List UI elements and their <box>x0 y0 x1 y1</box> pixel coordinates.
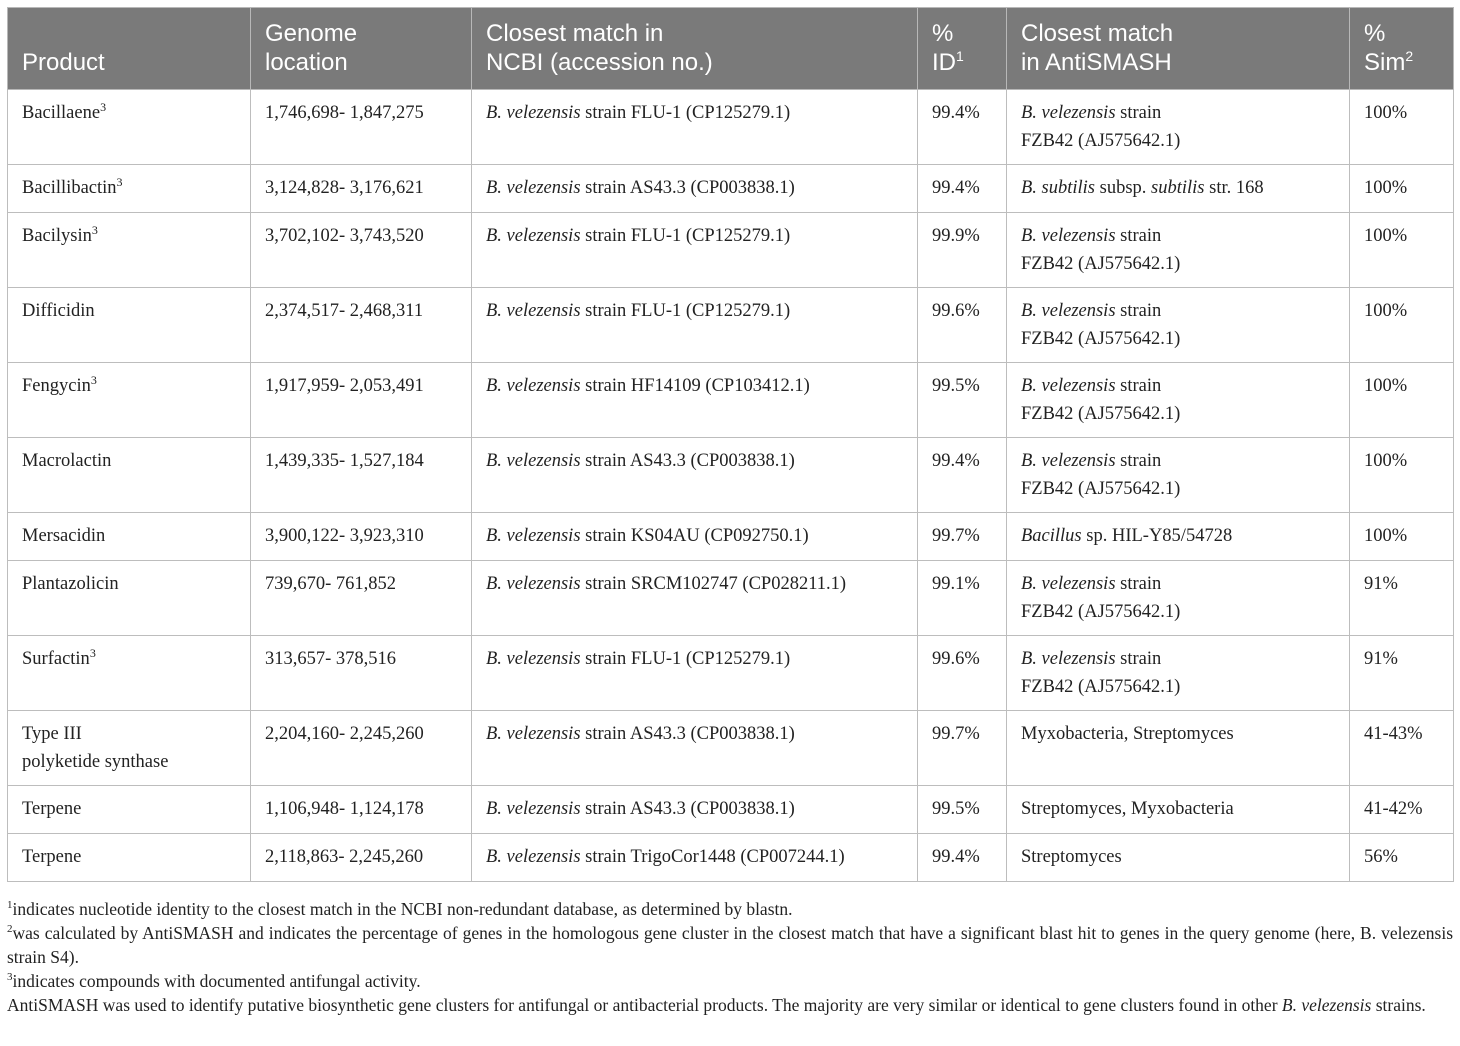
cell-ncbi: B. velezensis strain FLU-1 (CP125279.1) <box>472 636 918 711</box>
cell-product: Mersacidin <box>8 513 251 561</box>
table-row <box>8 288 1454 363</box>
cell-product: Plantazolicin <box>8 561 251 636</box>
cell-ncbi: B. velezensis strain AS43.3 (CP003838.1) <box>472 786 918 834</box>
cell-product: Difficidin <box>8 288 251 363</box>
cell-product: Type III polyketide synthase <box>8 711 251 786</box>
header-ncbi-match: Closest match in NCBI (accession no.) <box>472 8 918 90</box>
cell-antismash: B. velezensis strain FZB42 (AJ575642.1) <box>1007 561 1350 636</box>
cell-ncbi: B. velezensis strain HF14109 (CP103412.1) <box>472 363 918 438</box>
cell-ncbi: B. velezensis strain AS43.3 (CP003838.1) <box>472 438 918 513</box>
header-percent-id: % $ID^1$ <box>918 8 1007 90</box>
cell-location: 3,900,122- 3,923,310 <box>251 513 472 561</box>
cell-sim: 100% <box>1350 90 1454 165</box>
table-row <box>8 363 1454 438</box>
cell-antismash: Streptomyces, Myxobacteria <box>1007 786 1350 834</box>
cell-antismash: Streptomyces <box>1007 834 1350 882</box>
cell-product: Surfactin$^3$ <box>8 636 251 711</box>
cell-antismash: B. velezensis strain FZB42 (AJ575642.1) <box>1007 363 1350 438</box>
cell-sim: 100% <box>1350 438 1454 513</box>
header-row <box>8 8 1454 90</box>
cell-sim: 91% <box>1350 561 1454 636</box>
cell-location: 1,746,698- 1,847,275 <box>251 90 472 165</box>
cell-location: 313,657- 378,516 <box>251 636 472 711</box>
cell-id: 99.4% <box>918 438 1007 513</box>
cell-sim: 41-43% <box>1350 711 1454 786</box>
cell-antismash: B. velezensis strain FZB42 (AJ575642.1) <box>1007 636 1350 711</box>
footnote-1: $^1$indicates nucleotide identity to the closest match in the NCBI non-redundant database, as determined by blastn. <box>7 899 793 919</box>
table-row <box>8 165 1454 213</box>
header-genome-location: Genome location <box>251 8 472 90</box>
cell-id: 99.6% <box>918 288 1007 363</box>
table-row <box>8 213 1454 288</box>
cell-ncbi: B. velezensis strain FLU-1 (CP125279.1) <box>472 288 918 363</box>
cell-id: 99.7% <box>918 513 1007 561</box>
cell-product: Terpene <box>8 786 251 834</box>
table-row <box>8 438 1454 513</box>
header-product: Product <box>8 8 251 90</box>
cell-ncbi: B. velezensis strain SRCM102747 (CP028211.1) <box>472 561 918 636</box>
table-row <box>8 561 1454 636</box>
table-row <box>8 786 1454 834</box>
cell-id: 99.6% <box>918 636 1007 711</box>
cell-sim: 100% <box>1350 288 1454 363</box>
cell-sim: 100% <box>1350 513 1454 561</box>
cell-id: 99.4% <box>918 165 1007 213</box>
cell-id: 99.9% <box>918 213 1007 288</box>
cell-location: 3,124,828- 3,176,621 <box>251 165 472 213</box>
footnote-3: $^3$indicates compounds with documented antifungal activity. <box>7 971 421 991</box>
cell-ncbi: B. velezensis strain AS43.3 (CP003838.1) <box>472 165 918 213</box>
cell-id: 99.7% <box>918 711 1007 786</box>
footnote-method: AntiSMASH was used to identify putative biosynthetic gene clusters for antifungal or antibacterial products. The majority are very similar or identical to gene clusters found in other B. velezensis strains. <box>7 995 1426 1015</box>
cell-antismash: B. subtilis subsp. subtilis str. 168 <box>1007 165 1350 213</box>
cell-product: Bacilysin$^3$ <box>8 213 251 288</box>
table-footnotes <box>7 897 1453 1017</box>
cell-location: 2,204,160- 2,245,260 <box>251 711 472 786</box>
cell-sim: 56% <box>1350 834 1454 882</box>
cell-location: 2,374,517- 2,468,311 <box>251 288 472 363</box>
header-percent-sim: % Sim$^2$ <box>1350 8 1454 90</box>
cell-id: 99.4% <box>918 834 1007 882</box>
cell-product: Fengycin$^3$ <box>8 363 251 438</box>
table-body <box>8 90 1454 882</box>
cell-antismash: B. velezensis strain FZB42 (AJ575642.1) <box>1007 213 1350 288</box>
cell-ncbi: B. velezensis strain KS04AU (CP092750.1) <box>472 513 918 561</box>
cell-antismash: Myxobacteria, Streptomyces <box>1007 711 1350 786</box>
cell-id: 99.4% <box>918 90 1007 165</box>
cell-sim: 41-42% <box>1350 786 1454 834</box>
cell-location: 1,917,959- 2,053,491 <box>251 363 472 438</box>
cell-sim: 100% <box>1350 165 1454 213</box>
table-row <box>8 834 1454 882</box>
cell-product: Bacillaene$^3$ <box>8 90 251 165</box>
table-row <box>8 636 1454 711</box>
gene-cluster-table <box>7 7 1454 882</box>
cell-antismash: B. velezensis strain FZB42 (AJ575642.1) <box>1007 288 1350 363</box>
cell-antismash: Bacillus sp. HIL-Y85/54728 <box>1007 513 1350 561</box>
cell-location: 1,106,948- 1,124,178 <box>251 786 472 834</box>
cell-ncbi: B. velezensis strain FLU-1 (CP125279.1) <box>472 90 918 165</box>
cell-ncbi: B. velezensis strain TrigoCor1448 (CP007244.1) <box>472 834 918 882</box>
footnote-2: $^2$was calculated by AntiSMASH and indicates the percentage of genes in the homologous gene cluster in the closest match that have a significant blast hit to genes in the query genome (here, B. velezensis strain S4). <box>7 923 1453 967</box>
cell-sim: 100% <box>1350 213 1454 288</box>
cell-location: 1,439,335- 1,527,184 <box>251 438 472 513</box>
cell-id: 99.1% <box>918 561 1007 636</box>
cell-product: Bacillibactin$^3$ <box>8 165 251 213</box>
cell-sim: 100% <box>1350 363 1454 438</box>
cell-antismash: B. velezensis strain FZB42 (AJ575642.1) <box>1007 438 1350 513</box>
cell-product: Terpene <box>8 834 251 882</box>
cell-sim: 91% <box>1350 636 1454 711</box>
cell-location: 2,118,863- 2,245,260 <box>251 834 472 882</box>
table-row <box>8 513 1454 561</box>
cell-location: 739,670- 761,852 <box>251 561 472 636</box>
cell-id: 99.5% <box>918 786 1007 834</box>
table-row <box>8 90 1454 165</box>
cell-antismash: B. velezensis strain FZB42 (AJ575642.1) <box>1007 90 1350 165</box>
header-antismash-match: Closest match in AntiSMASH <box>1007 8 1350 90</box>
cell-location: 3,702,102- 3,743,520 <box>251 213 472 288</box>
table-row <box>8 711 1454 786</box>
cell-product: Macrolactin <box>8 438 251 513</box>
table-header <box>8 8 1454 90</box>
cell-ncbi: B. velezensis strain FLU-1 (CP125279.1) <box>472 213 918 288</box>
cell-ncbi: B. velezensis strain AS43.3 (CP003838.1) <box>472 711 918 786</box>
cell-id: 99.5% <box>918 363 1007 438</box>
